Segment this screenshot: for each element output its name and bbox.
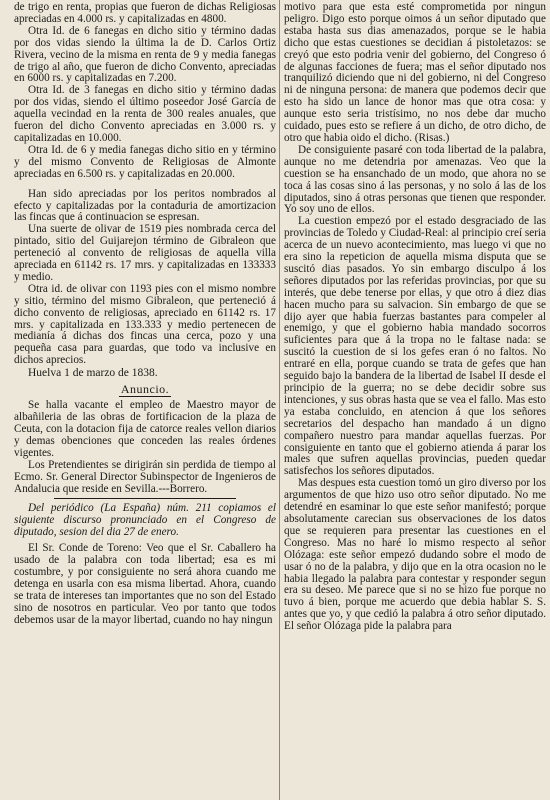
section-rule [54, 498, 236, 499]
date-line: Huelva 1 de marzo de 1838. [28, 367, 158, 380]
paragraph: Han sido apreciadas por los peritos nombrados al efecto y capitalizadas por la contaduria de amortizacion las fincas que á continuacion se espresan. [14, 187, 276, 224]
paragraph: Una suerte de olivar de 1519 pies nombrada cerca del pintado, sitio del Guijarejon término de Gibraleon que perteneció al convento de religiosas de aquella villa apreciada en 61142 rs. 17 mrs. y capitalizadas en 133333 y medio. [14, 223, 276, 283]
announcement-title [14, 383, 276, 396]
periodical-intro: Del periódico (La España) núm. 211 copiamos el siguiente discurso pronunciado en el Congreso de diputado, sesion del dia 27 de enero. [14, 502, 276, 539]
paragraph: La cuestion empezó por el estado desgraciado de las provincias de Toledo y Ciudad-Real: al principio creí seria acerca de un nuevo acontecimiento, mas luego vi que no era sino la repeticion de aquella misma disputa que se suscitó dias pasados. Yo sin embargo disculpo á los señores diputados por las referidas provincias, por que su interés, que debe tenerse por ellas, y que otro á diez dias hacen mucho para su salvacion. Sin embargo de que se dijo ayer que habia fuerzas bastantes para compeler al enemigo, y que el gobierno habia mandado socorros suficientes para que á la tropa no le faltase nada: se suscitó la cuestion de si los gefes eran ó no faltos. No entraré en ella, porque cuando se trata de gefes que han seguido bajo la bandera de la libertad de Isabel II desde el principio de la guerra; no se debe decidir sobre sus intenciones, y sus obras hasta que se vea el fallo. Mas esto ya estaba concluido, en atencion á que los señores secretarios del despacho han mandado á un digno compañero nuestro para mandar aquellas fuerzas. Por consiguiente en tanto que el gobierno atienda á parar los males que sufren aquellas provincias, pueden quedar satisfechos los señores diputados. [284, 215, 546, 478]
paragraph: motivo para que esta esté comprometida por ningun peligro. Digo esto porque oimos á un señor diputado que estaba hasta sus dias amenazados, porque se le habia dicho que estas cuestiones se decidian á pistoletazos: se creyó que esto podria venir del gobierno, del Congreso ó de algunas facciones de fuera; mas el señor diputado nos tranquilizó diciendo que ni del gobierno, ni del Congreso ni de ninguna persona: de manera que podemos decir que esto ha sido un lance de honor mas que otra cosa: y aunque esto seria tristísimo, no nos debe dar mucho cuidado, pues esto se refiere á un dicho, de otro dicho, de otro que habia oido el dicho. (Risas.) [284, 1, 546, 144]
left-column [14, 2, 276, 627]
paragraph: Otra Id. de 6 fanegas en dicho sitio y término dadas por dos vidas siendo la última la de D. Carlos Ortiz Rivera, vecino de la misma en renta de 9 y media fanegas de trigo al año, que fueron de dicho Convento, apreciadas en 6000 rs. y capitalizadas en 7.200. [14, 24, 276, 85]
paragraph: Se halla vacante el empleo de Maestro mayor de albañileria de las obras de fortificacion de la plaza de Ceuta, con la dotacion fija de catorce reales vellon diarios y demas obenciones que conceden las reales órdenes vigentes. [14, 399, 276, 459]
paragraph: Mas despues esta cuestion tomó un giro diverso por los argumentos de que hizo uso otro señor diputado. No me detendré en esaminar lo que este señor manifestó; porque absolutamente carecian sus observaciones de los datos que se requieren para presentar las cuestiones en el Congreso. Mas no haré lo mismo respecto al señor Olózaga: este señor empezó dudando sobre el modo de usar ó no de la palabra, y dijo que en la otra ocasion no le habia llegado la palabra para contestar y responder segun era su deseo. Me parece que si no se hizo fue porque no tuvo á bien, porque me acuerdo que debia hablar S. S. antes que yo, y que cedió la palabra á otro señor diputado. El señor Olózaga pide la palabra para [284, 477, 546, 633]
speech-paragraph: El Sr. Conde de Toreno: Veo que el Sr. Caballero ha usado de la palabra con toda libertad; esa es mi costumbre, y por consiguiente no será ahora cuando me detenga en usarla con esa misma libertad. Ahora, cuando se trata de intereses tan importantes que no son del Estado sino de nosotros en particular. Veo por tanto que todos debemos usar de la mayor libertad, cuando no hay ningun [14, 542, 276, 626]
paragraph: Otra Id. de 3 fanegas en dicho sitio y término dadas por dos vidas, siendo el último poseedor José García de aquella vecindad en la renta de 300 reales anuales, que fueron del dicho Convento apreciadas en 3.000 rs. y capitalizadas en 10.000. [14, 84, 276, 144]
right-column [284, 2, 546, 633]
paragraph: Los Pretendientes se dirigirán sin perdida de tiempo al Ecmo. Sr. General Director Subinspector de Ingenieros de Andalucia que reside en Sevilla.---Borrero. [14, 458, 276, 495]
announcement-title-text: Anuncio. [120, 382, 170, 397]
paragraph: de trigo en renta, propias que fueron de dichas Religiosas apreciadas en 4.000 rs. y capitalizadas en 4800. [14, 1, 276, 25]
column-divider [279, 0, 280, 800]
paragraph: Otra id. de olivar con 1193 pies con el mismo nombre y sitio, término del mismo Gibraleon, que perteneció á dicho convento de religiosas, apreciado en 61142 rs. 17 mrs. y capitalizada en 133.333 y medio pertenecen de medianía á dichas dos fincas una cerca, pozo y una pequeña casa para guardas, que todo va inclusive en dichos aprecios. [14, 282, 276, 367]
paragraph: De consiguiente pasaré con toda libertad de la palabra, aunque no me detendria por amenazas. Veo que la cuestion se ha ensanchado de un modo, que ahora no se toca á las cosas sino á las personas, y no solo á las de los diputados, sino á otras personas que tienen que responder. Yo soy uno de ellos. [284, 143, 546, 216]
paragraph: Otra Id. de 6 y media fanegas dicho sitio en y término y del mismo Convento de Religiosas de Almonte apreciadas en 6.500 rs. y capitalizadas en 20.000. [14, 143, 276, 180]
